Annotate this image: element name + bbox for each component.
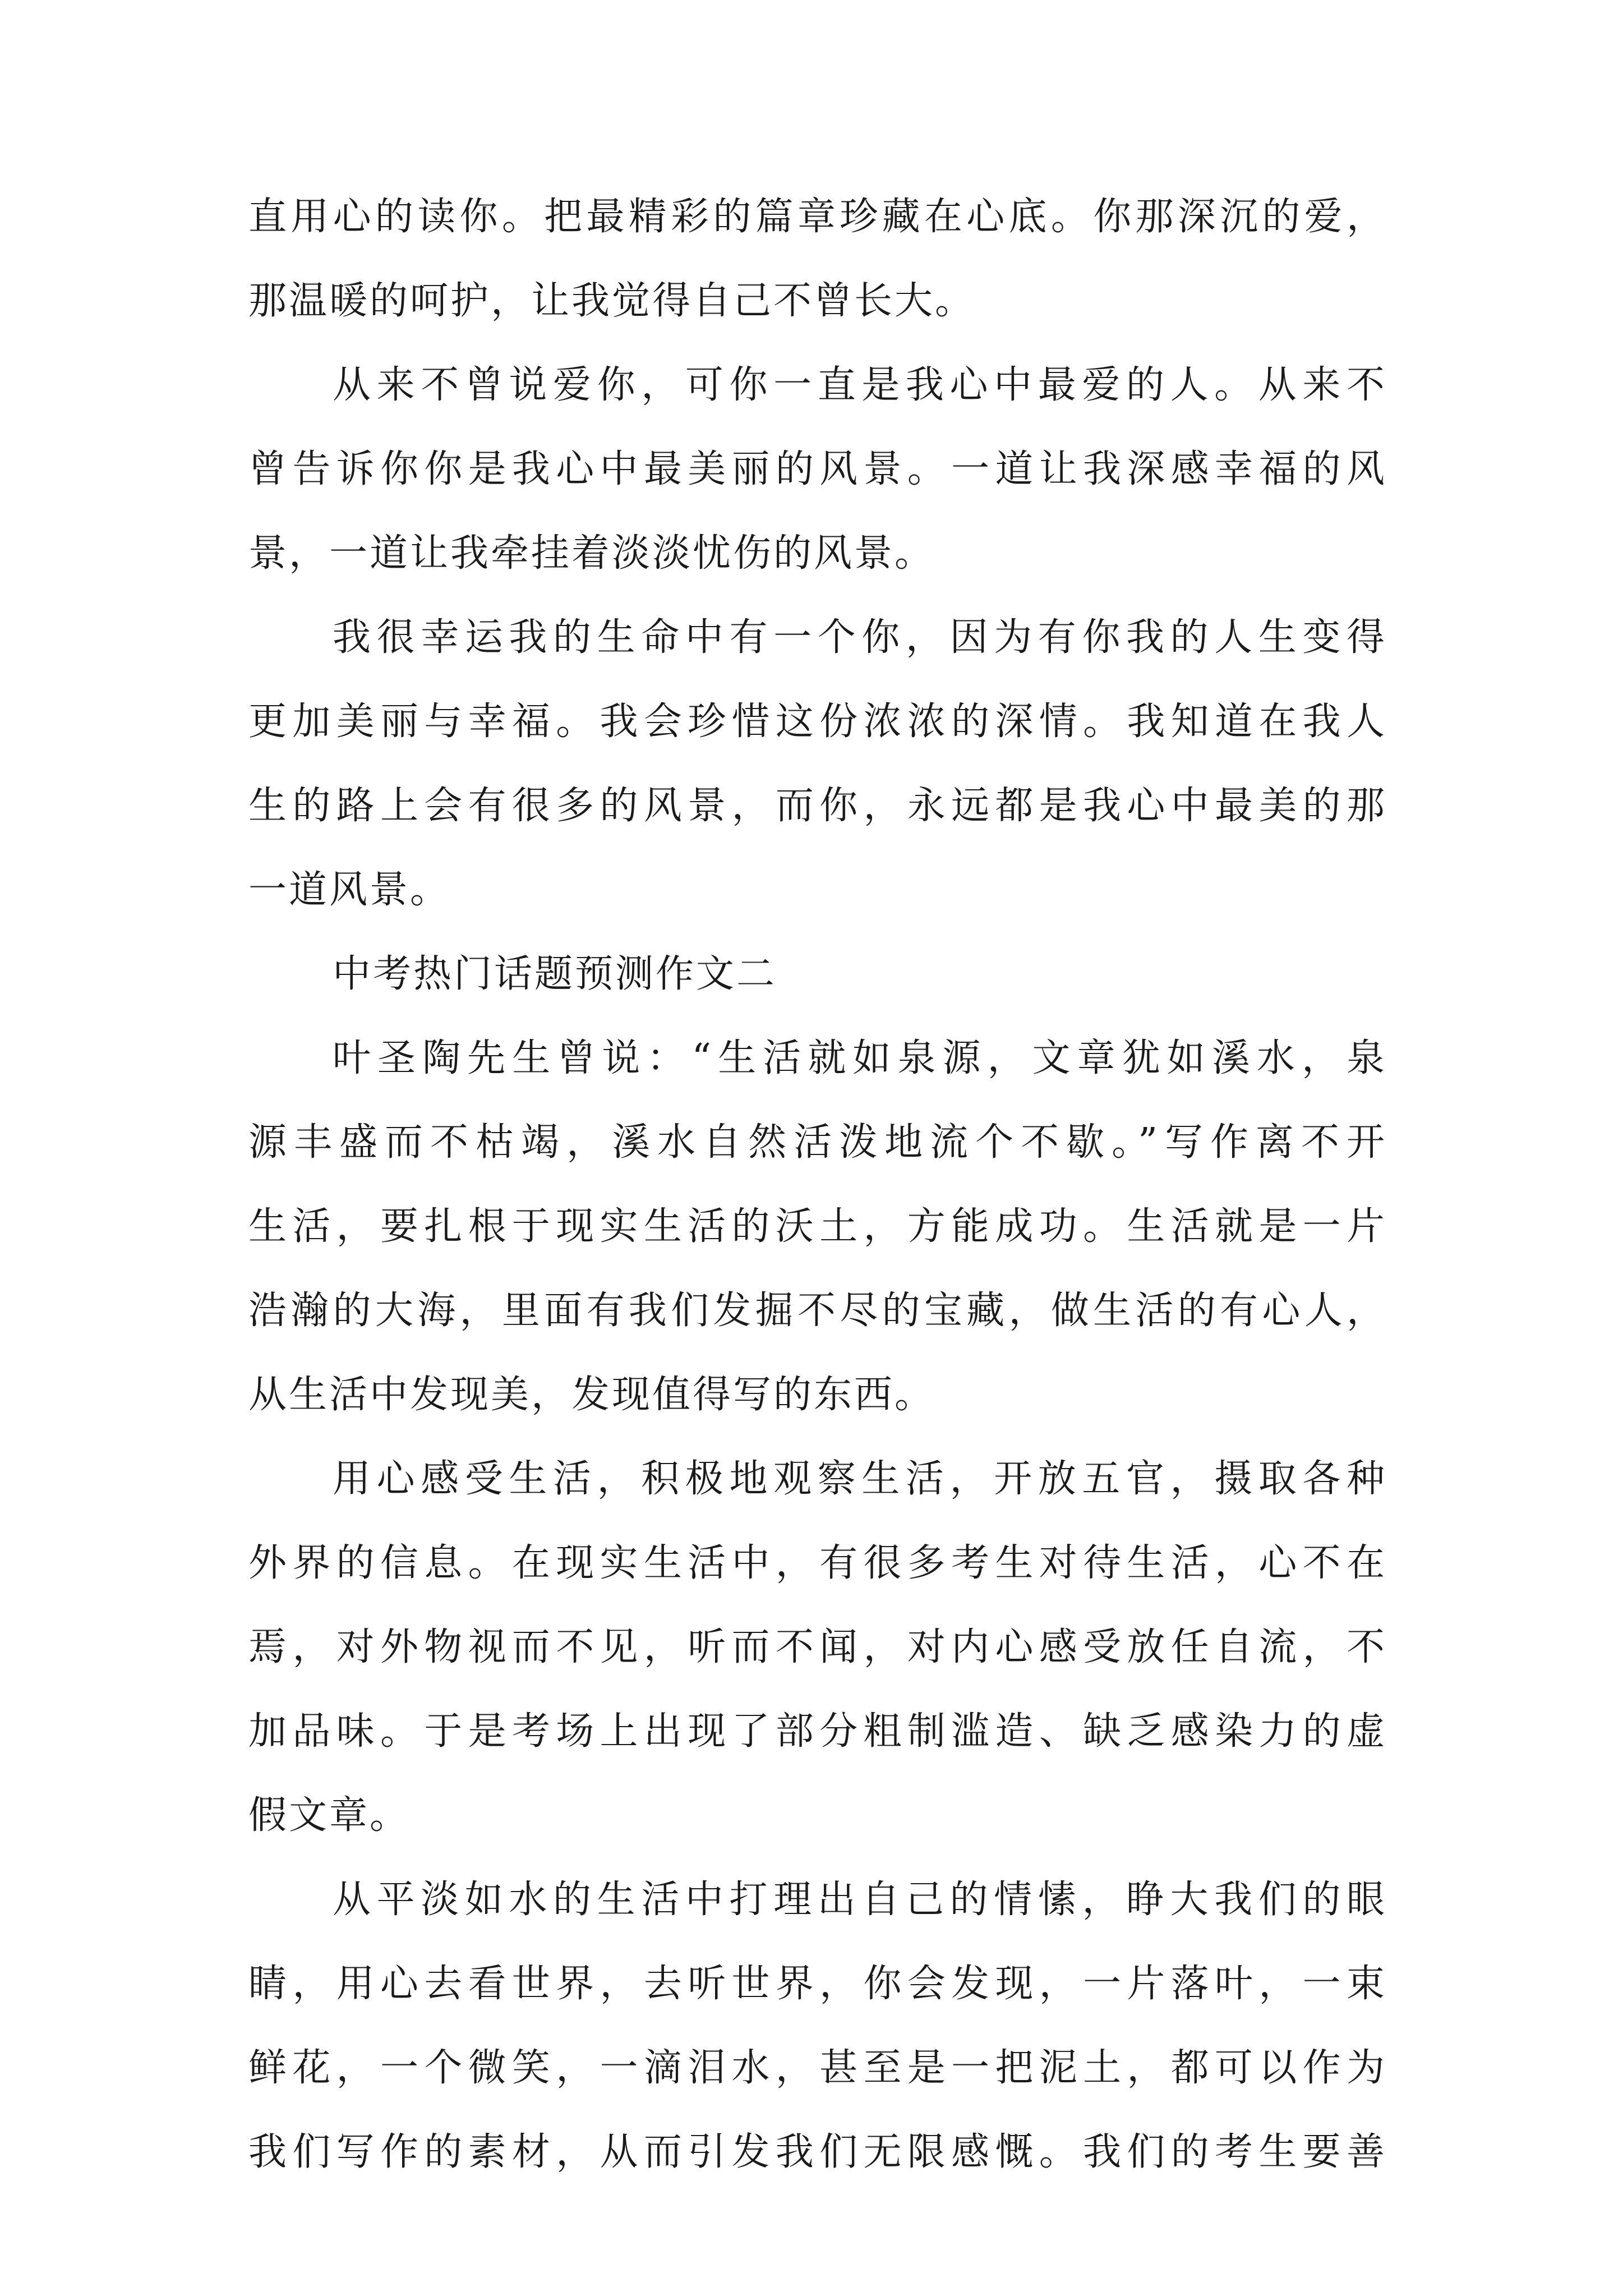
text-line: 更加美丽与幸福。我会珍惜这份浓浓的深情。我知道在我人 <box>248 700 1387 744</box>
section-heading: 中考热门话题预测作文二 <box>333 952 777 996</box>
text-line: 从来不曾说爱你，可你一直是我心中最爱的人。从来不 <box>333 363 1387 407</box>
text-line: 从平淡如水的生活中打理出自己的情愫，睁大我们的眼 <box>333 1878 1387 1922</box>
document-page <box>248 175 1387 2194</box>
text-line: 我很幸运我的生命中有一个你，因为有你我的人生变得 <box>333 615 1387 660</box>
text-line: 外界的信息。在现实生活中，有很多考生对待生活，心不在 <box>248 1541 1387 1585</box>
text-line: 曾告诉你你是我心中最美丽的风景。一道让我深感幸福的风 <box>248 447 1387 491</box>
text-line: 叶圣陶先生曾说：“生活就如泉源，文章犹如溪水，泉 <box>333 1036 1387 1080</box>
text-line: 鲜花，一个微笑，一滴泪水，甚至是一把泥土，都可以作为 <box>248 2046 1387 2090</box>
text-line: 焉，对外物视而不见，听而不闻，对内心感受放任自流，不 <box>248 1625 1387 1669</box>
text-line: 景，一道让我牵挂着淡淡忧伤的风景。 <box>248 531 935 576</box>
text-line: 我们写作的素材，从而引发我们无限感慨。我们的考生要善 <box>248 2130 1387 2174</box>
text-line: 生活，要扎根于现实生活的沃土，方能成功。生活就是一片 <box>248 1204 1387 1249</box>
text-line: 那温暖的呵护，让我觉得自己不曾长大。 <box>248 279 976 323</box>
text-line: 睛，用心去看世界，去听世界，你会发现，一片落叶，一束 <box>248 1962 1387 2006</box>
text-line: 一道风景。 <box>248 868 451 912</box>
text-line: 假文章。 <box>248 1793 411 1838</box>
text-line: 加品味。于是考场上出现了部分粗制滥造、缺乏感染力的虚 <box>248 1709 1387 1754</box>
text-line: 从生活中发现美，发现值得写的东西。 <box>248 1373 935 1417</box>
text-line: 直用心的读你。把最精彩的篇章珍藏在心底。你那深沉的爱， <box>248 195 1387 239</box>
text-line: 源丰盛而不枯竭，溪水自然活泼地流个不歇。”写作离不开 <box>248 1120 1387 1165</box>
text-line: 浩瀚的大海，里面有我们发掘不尽的宝藏，做生活的有心人， <box>248 1289 1387 1333</box>
text-line: 生的路上会有很多的风景，而你，永远都是我心中最美的那 <box>248 784 1387 828</box>
text-line: 用心感受生活，积极地观察生活，开放五官，摄取各种 <box>333 1457 1387 1501</box>
